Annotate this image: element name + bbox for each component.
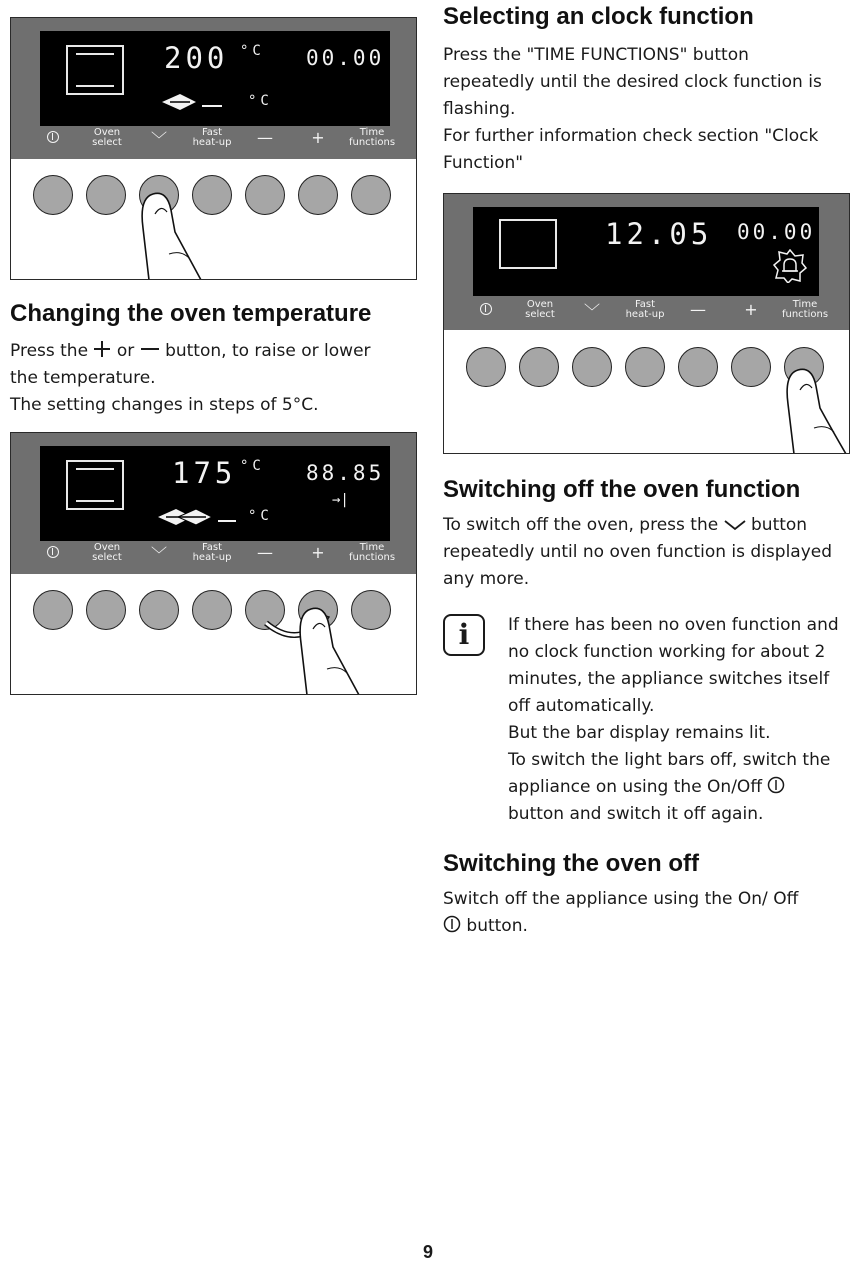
label-time-functions: Time functions [781, 299, 829, 320]
on-off-icon [767, 776, 785, 794]
label-fast-heatup: Fast heat-up [625, 299, 665, 320]
label-time-functions: Time functions [348, 127, 396, 148]
plus-icon: + [744, 300, 758, 319]
temperature-text: Press the or button, to raise or lower the temperature. The setting changes in steps of 5°C. [10, 341, 371, 415]
heading-switch-off-function: Switching off the oven function [443, 476, 801, 503]
down-icon: ﹀ [150, 545, 168, 564]
info-note-text: If there has been no oven function and no clock function working for about 2 minutes, the appliance switches itself off automatically. But the bar display remains lit. To switch the light bars off, switch the appliance on using the On/Off button and switch it off again. [508, 615, 839, 824]
pressing-finger-icon [11, 18, 417, 280]
plus-icon [93, 340, 111, 358]
temperature-readout: 175 [172, 456, 237, 490]
clock-readout: 12.05 [605, 217, 713, 251]
switch-off-function-text: To switch off the oven, press the button repeatedly until no oven function is displayed any more. [443, 515, 833, 589]
plus-icon: + [311, 128, 325, 147]
label-oven-select: Oven select [92, 127, 122, 148]
time-readout: 00.00 [737, 220, 816, 244]
minus-icon [140, 340, 160, 358]
time-readout: 88.85 [306, 461, 385, 485]
label-fast-heatup: Fast heat-up [192, 542, 232, 563]
minus-icon: — [690, 300, 706, 319]
label-oven-select: Oven select [92, 542, 122, 563]
heat-unit: °C [248, 93, 273, 109]
end-time-arrow-icon: →| [332, 492, 349, 508]
heading-oven-temperature: Changing the oven temperature [10, 300, 372, 327]
minus-icon: — [257, 128, 273, 147]
figure-oven-display-plus-press [10, 432, 417, 695]
time-readout: 00.00 [306, 46, 385, 70]
page-number: 9 [423, 1242, 434, 1262]
clock-function-text: Press the "TIME FUNCTIONS" button repeatedly until the desired clock function is flashing. For further information check section "Clock Function" [443, 45, 822, 173]
figure-oven-display-down-press [10, 17, 417, 280]
temperature-readout: 200 [164, 41, 229, 75]
on-off-icon [443, 915, 461, 933]
down-icon: ﹀ [583, 302, 601, 321]
switch-oven-off-text: Switch off the appliance using the On/ Off button. [443, 889, 799, 936]
plus-icon: + [311, 543, 325, 562]
heading-switch-oven-off: Switching the oven off [443, 850, 699, 877]
info-icon: i [443, 614, 485, 656]
heading-clock-function: Selecting an clock function [443, 3, 754, 30]
temperature-unit: °C [240, 43, 265, 59]
label-oven-select: Oven select [525, 299, 555, 320]
label-fast-heatup: Fast heat-up [192, 127, 232, 148]
down-chevron-icon [724, 518, 746, 532]
temperature-unit: °C [240, 458, 265, 474]
down-icon: ﹀ [150, 130, 168, 149]
pressing-finger-icon [11, 433, 417, 695]
label-time-functions: Time functions [348, 542, 396, 563]
figure-oven-display-time-press [443, 193, 850, 454]
heat-unit: °C [248, 508, 273, 524]
pressing-finger-icon [444, 194, 850, 454]
minus-icon: — [257, 543, 273, 562]
